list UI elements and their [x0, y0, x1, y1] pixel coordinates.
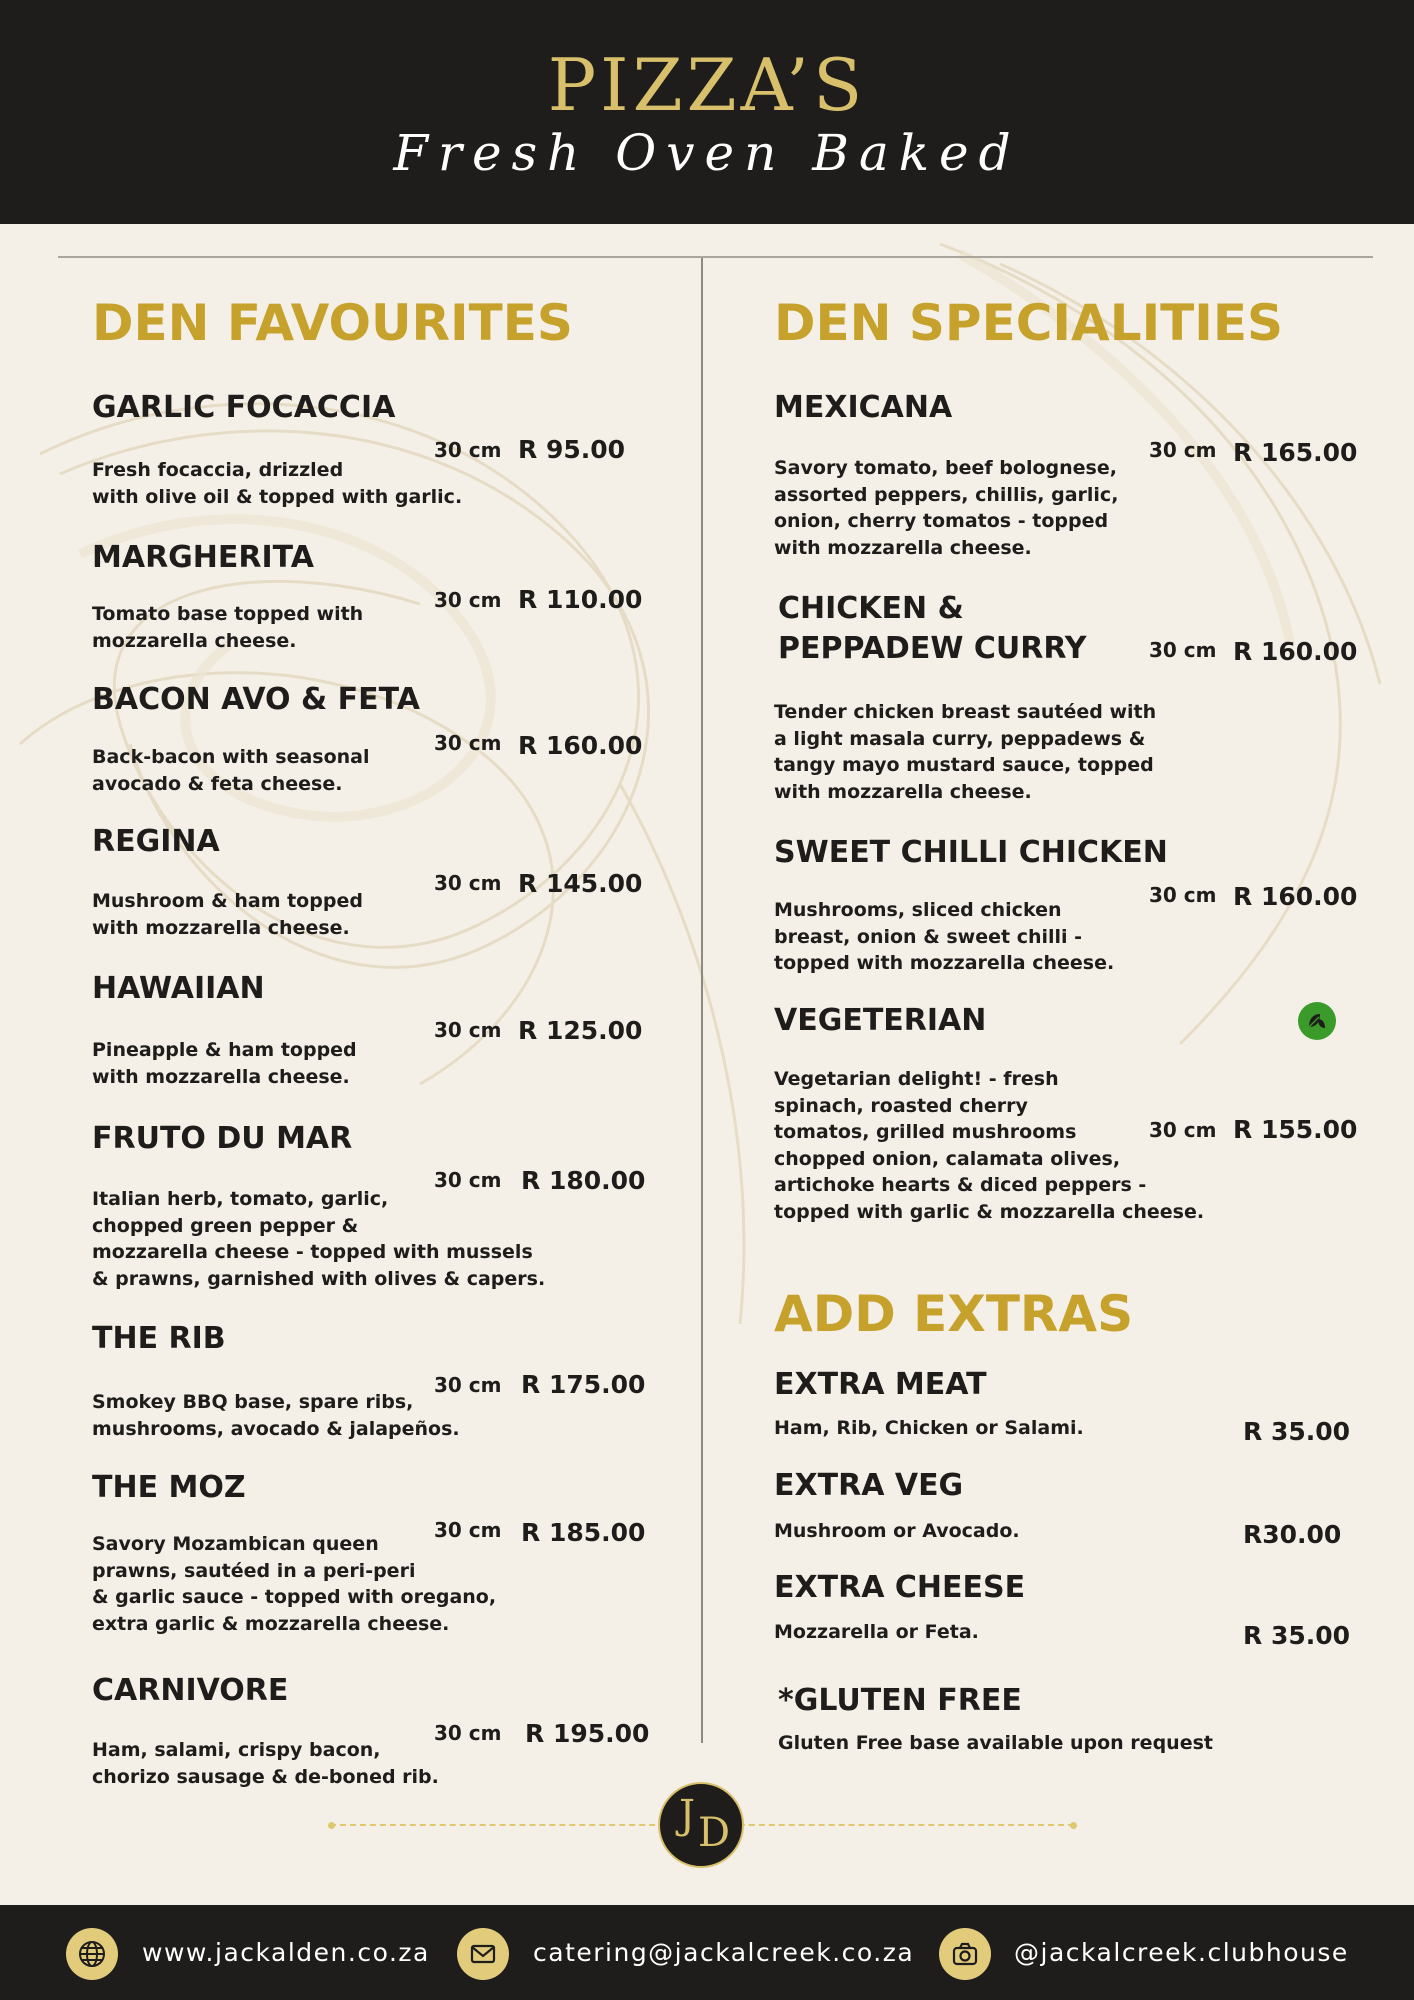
page-subtitle: Fresh Oven Baked	[393, 124, 1021, 182]
footer-bar	[0, 1905, 1414, 2000]
item-description: Tomato base topped with mozzarella cheese.	[92, 603, 364, 652]
item-name: HAWAIIAN	[92, 971, 265, 1006]
item-size: 30 cm	[434, 1373, 502, 1397]
page-title: PIZZA’S	[547, 43, 867, 127]
mail-icon	[457, 1928, 509, 1980]
item-price: R 175.00	[521, 1370, 646, 1399]
item-price: R30.00	[1243, 1520, 1342, 1549]
section-heading-extras: ADD EXTRAS	[774, 1285, 1134, 1343]
item-name: EXTRA CHEESE	[774, 1570, 1026, 1605]
item-price: R 125.00	[518, 1016, 643, 1045]
item-size: 30 cm	[434, 871, 502, 895]
item-name: THE MOZ	[92, 1470, 246, 1505]
item-price: R 145.00	[518, 869, 643, 898]
jd-logo: J D	[658, 1782, 744, 1868]
item-name: EXTRA VEG	[774, 1468, 964, 1503]
item-description: Mushroom & ham topped with mozzarella cheese.	[92, 890, 363, 939]
item-price: R 95.00	[518, 435, 626, 464]
item-name: VEGETERIAN	[774, 1003, 987, 1038]
globe-icon	[66, 1928, 118, 1980]
item-description: Vegetarian delight! - fresh spinach, roasted cherry tomatos, grilled mushrooms chopped onion, calamata olives, artichoke hearts & diced peppers - topped with garlic & mozzarella cheese.	[774, 1068, 1205, 1223]
divider-dot	[328, 1822, 335, 1829]
item-size: 30 cm	[434, 438, 502, 462]
item-size: 30 cm	[434, 731, 502, 755]
item-price: R 160.00	[1233, 637, 1358, 666]
item-description: Fresh focaccia, drizzled with olive oil & topped with garlic.	[92, 459, 463, 508]
item-description: Savory tomato, beef bolognese, assorted peppers, chillis, garlic, onion, cherry tomatos - topped with mozzarella cheese.	[774, 457, 1119, 559]
website-link[interactable]: www.jackalden.co.za	[142, 1938, 430, 1967]
item-name: CHICKEN & PEPPADEW CURRY	[778, 591, 1087, 666]
item-description: Smokey BBQ base, spare ribs, mushrooms, avocado & jalapeños.	[92, 1391, 460, 1440]
item-description: Tender chicken breast sautéed with a light masala curry, peppadews & tangy mayo mustard sauce, topped with mozzarella cheese.	[774, 701, 1157, 803]
item-description: Pineapple & ham topped with mozzarella cheese.	[92, 1039, 357, 1088]
item-name: SWEET CHILLI CHICKEN	[774, 835, 1168, 870]
item-name: BACON AVO & FETA	[92, 682, 420, 717]
item-size: 30 cm	[1149, 638, 1217, 662]
item-price: R 35.00	[1243, 1417, 1351, 1446]
item-name: *GLUTEN FREE	[778, 1683, 1022, 1718]
email-link[interactable]: catering@jackalcreek.co.za	[533, 1938, 915, 1967]
item-name: CARNIVORE	[92, 1673, 289, 1708]
item-size: 30 cm	[434, 1518, 502, 1542]
top-divider	[58, 256, 1373, 258]
section-heading-favourites: DEN FAVOURITES	[92, 294, 573, 352]
item-description: Savory Mozambican queen prawns, sautéed in a peri-peri & garlic sauce - topped with oregano, extra garlic & mozzarella cheese.	[92, 1533, 497, 1635]
item-name: EXTRA MEAT	[774, 1367, 987, 1402]
section-heading-specialities: DEN SPECIALITIES	[774, 294, 1284, 352]
item-size: 30 cm	[434, 1168, 502, 1192]
item-price: R 110.00	[518, 585, 643, 614]
item-price: R 185.00	[521, 1518, 646, 1547]
item-size: 30 cm	[434, 588, 502, 612]
item-description: Ham, Rib, Chicken or Salami.	[774, 1417, 1084, 1439]
item-size: 30 cm	[434, 1721, 502, 1745]
item-description: Back-bacon with seasonal avocado & feta cheese.	[92, 746, 370, 795]
item-price: R 155.00	[1233, 1115, 1358, 1144]
item-description: Mozzarella or Feta.	[774, 1621, 979, 1643]
header-banner	[0, 0, 1414, 224]
item-description: Italian herb, tomato, garlic, chopped green pepper & mozzarella cheese - topped with mussels & prawns, garnished with olives & capers.	[92, 1188, 546, 1290]
camera-icon	[939, 1928, 991, 1980]
item-size: 30 cm	[1149, 1118, 1217, 1142]
item-price: R 35.00	[1243, 1621, 1351, 1650]
item-size: 30 cm	[1149, 438, 1217, 462]
item-size: 30 cm	[434, 1018, 502, 1042]
item-price: R 195.00	[525, 1719, 650, 1748]
item-size: 30 cm	[1149, 883, 1217, 907]
item-name: REGINA	[92, 824, 220, 859]
item-name: MEXICANA	[774, 390, 953, 425]
item-price: R 160.00	[1233, 882, 1358, 911]
item-description: Mushrooms, sliced chicken breast, onion & sweet chilli - topped with mozzarella cheese.	[774, 899, 1115, 974]
divider-dot	[1070, 1822, 1077, 1829]
item-name: FRUTO DU MAR	[92, 1121, 353, 1156]
item-price: R 165.00	[1233, 438, 1358, 467]
item-name: THE RIB	[92, 1321, 226, 1356]
item-description: Mushroom or Avocado.	[774, 1520, 1020, 1542]
item-description: Gluten Free base available upon request	[778, 1732, 1213, 1754]
column-divider	[701, 258, 703, 1743]
item-price: R 180.00	[521, 1166, 646, 1195]
item-description: Ham, salami, crispy bacon, chorizo sausage & de-boned rib.	[92, 1739, 439, 1788]
item-name: GARLIC FOCACCIA	[92, 390, 396, 425]
item-price: R 160.00	[518, 731, 643, 760]
item-name: MARGHERITA	[92, 540, 315, 575]
social-handle-link[interactable]: @jackalcreek.clubhouse	[1014, 1938, 1349, 1967]
leaf-icon	[1298, 1002, 1336, 1040]
